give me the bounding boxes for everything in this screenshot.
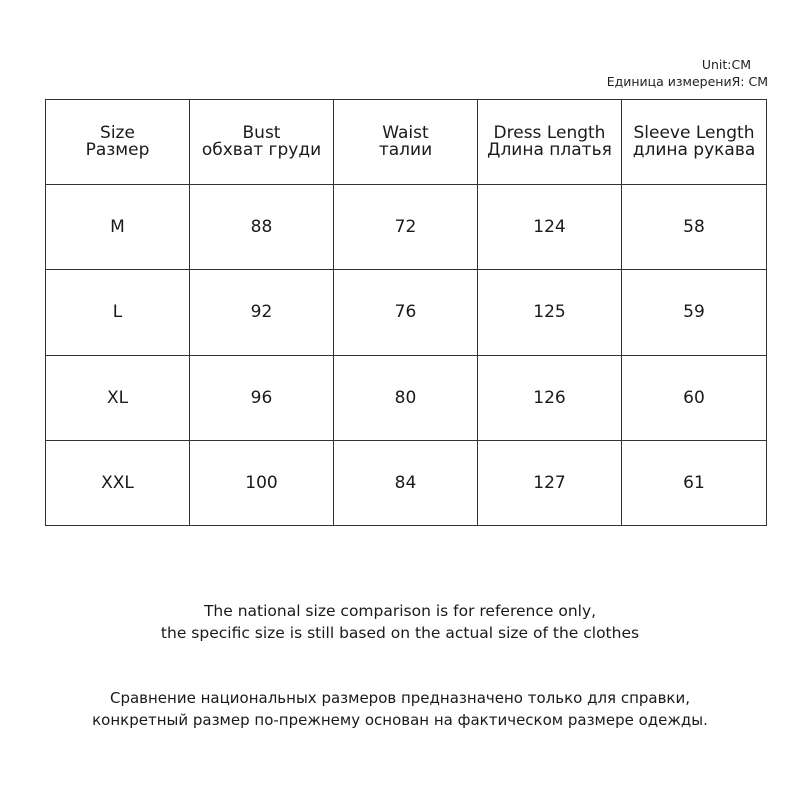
header-bust — [190, 100, 334, 185]
header-label-en: Size — [100, 123, 135, 143]
reference-note-english — [0, 600, 800, 644]
cell-sleeve-length: 60 — [622, 355, 767, 440]
cell-waist: 72 — [334, 185, 478, 270]
table-row — [46, 185, 767, 270]
cell-bust: 100 — [190, 440, 334, 525]
header-label-ru: Размер — [85, 140, 150, 160]
cell-sleeve-length: 59 — [622, 270, 767, 355]
cell-dress-length: 127 — [478, 440, 622, 525]
table-row — [46, 270, 767, 355]
header-waist — [334, 100, 478, 185]
cell-bust: 88 — [190, 185, 334, 270]
reference-note-russian — [0, 687, 800, 731]
cell-sleeve-length: 58 — [622, 185, 767, 270]
table-row — [46, 440, 767, 525]
header-label-en: Dress Length — [493, 123, 606, 143]
cell-waist: 76 — [334, 270, 478, 355]
cell-sleeve-length: 61 — [622, 440, 767, 525]
unit-label-ru: Единица измерениЯ: CM — [606, 74, 768, 89]
note-line: Сравнение национальных размеров предназначено только для справки, — [109, 689, 691, 707]
header-dress-length — [478, 100, 622, 185]
header-label-en: Sleeve Length — [633, 123, 755, 143]
cell-size: L — [46, 270, 190, 355]
cell-bust: 96 — [190, 355, 334, 440]
cell-dress-length: 124 — [478, 185, 622, 270]
header-size — [46, 100, 190, 185]
cell-dress-length: 125 — [478, 270, 622, 355]
header-label-en: Waist — [382, 123, 429, 143]
header-label-ru: талии — [378, 140, 433, 160]
cell-waist: 84 — [334, 440, 478, 525]
cell-bust: 92 — [190, 270, 334, 355]
cell-waist: 80 — [334, 355, 478, 440]
header-label-ru: длина рукава — [632, 140, 756, 160]
cell-size: M — [46, 185, 190, 270]
note-line: конкретный размер по-прежнему основан на фактическом размере одежды. — [92, 711, 708, 729]
unit-label — [607, 56, 768, 90]
unit-label-en: Unit:CM — [701, 57, 751, 72]
header-sleeve-length — [622, 100, 767, 185]
header-label-en: Bust — [242, 123, 281, 143]
table-row — [46, 355, 767, 440]
note-line: The national size comparison is for reference only, — [203, 602, 597, 620]
header-label-ru: Длина платья — [487, 140, 612, 160]
cell-size: XL — [46, 355, 190, 440]
table-header-row — [46, 100, 767, 185]
size-chart-table — [45, 99, 767, 526]
header-label-ru: обхват груди — [201, 140, 322, 160]
cell-size: XXL — [46, 440, 190, 525]
note-line: the specific size is still based on the actual size of the clothes — [160, 624, 640, 642]
cell-dress-length: 126 — [478, 355, 622, 440]
